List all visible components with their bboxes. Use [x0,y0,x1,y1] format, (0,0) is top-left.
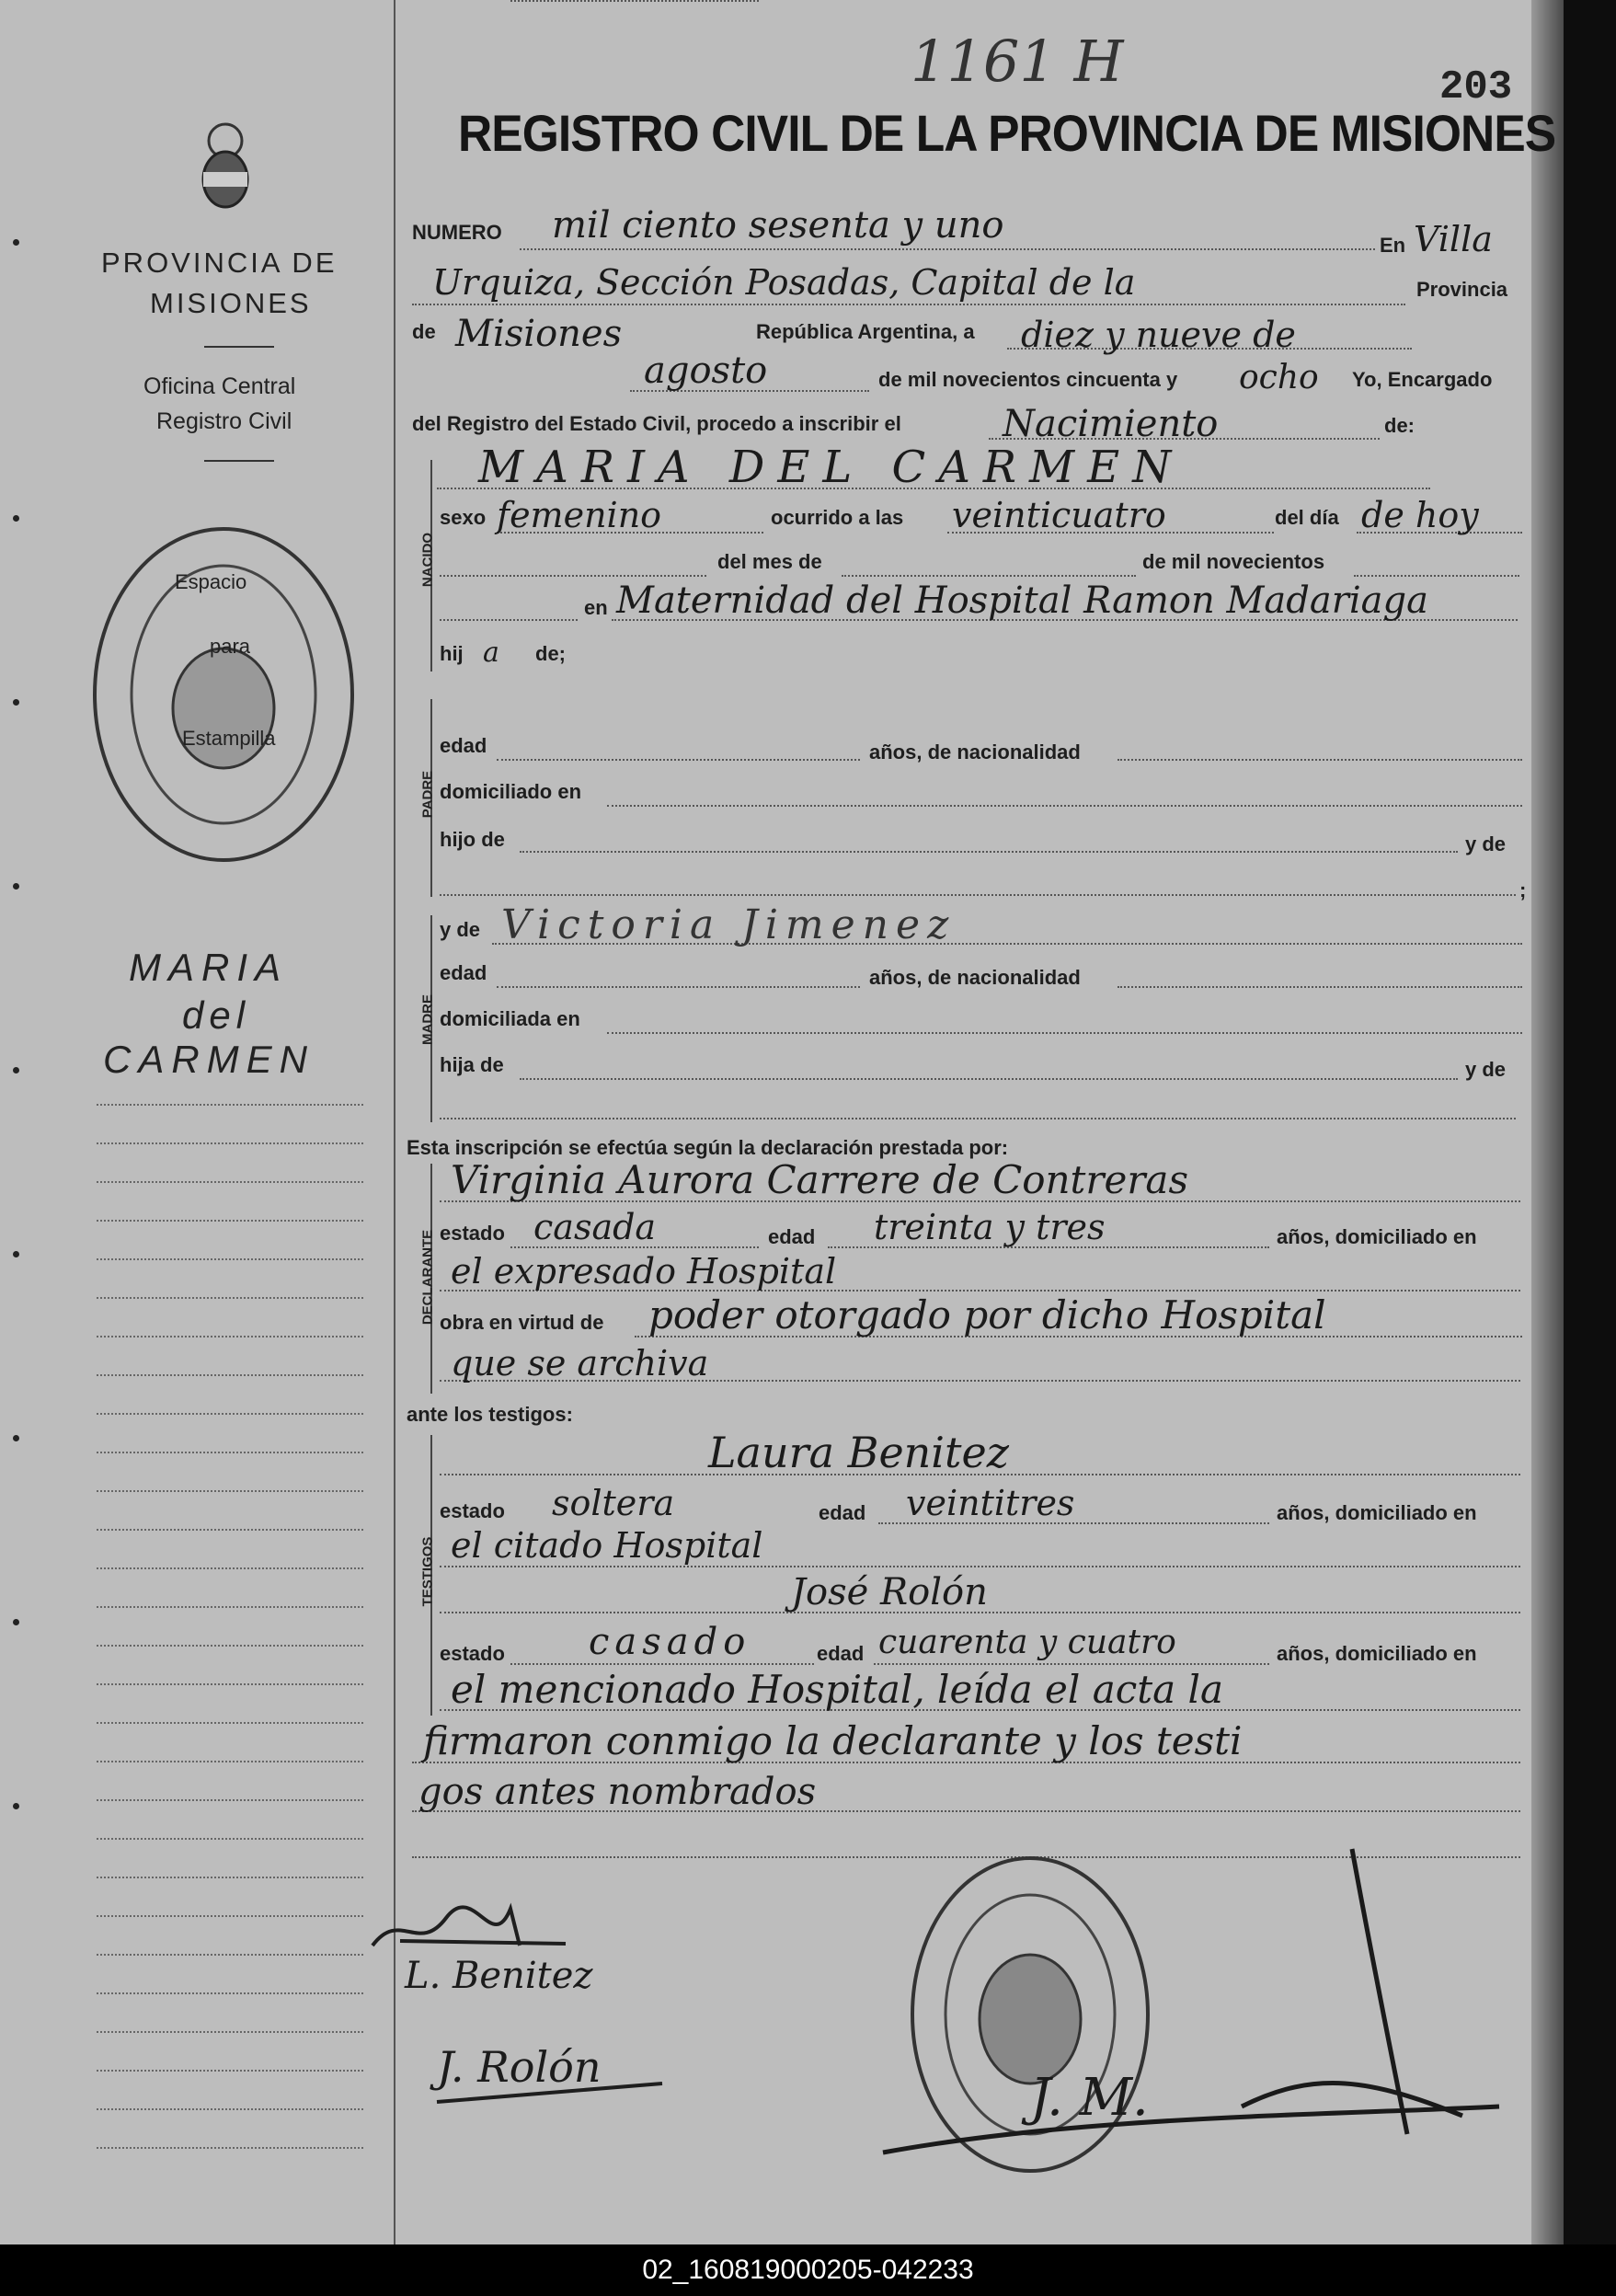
label-mil-novecientos-cincuenta: de mil novecientos cincuenta y [878,368,1178,391]
label-de: de [412,320,436,343]
madre-nombre: Victoria Jimenez [501,901,957,948]
field-line [510,0,759,2]
field-line [607,805,1522,807]
label-semicolon: ; [1519,878,1527,901]
label-testigo2-estado: estado [440,1642,505,1665]
scan-border [1564,0,1616,2244]
nombre-value: MARIA DEL CARMEN [478,442,1185,493]
margin-note-lines [97,1104,363,2186]
field-line [1117,986,1522,988]
numero-value: mil ciento sesenta y uno [552,204,1004,247]
section-padre: PADRE [419,770,436,819]
testigo2-edad: cuarenta y cuatro [878,1624,1176,1661]
label-ocurrido: ocurrido a las [771,506,904,529]
dia-nac-value: de hoy [1361,495,1479,535]
en-value-2: Urquiza, Sección Posadas, Capital de la [432,262,1136,303]
poder-cont: que se archiva [451,1343,709,1383]
label-de-mil-novecientos: de mil novecientos [1142,550,1325,573]
field-line [1354,575,1519,577]
margin-name-1: MARIA [129,946,289,989]
field-line [440,575,706,577]
label-declarante-estado: estado [440,1222,505,1245]
field-line [440,619,578,621]
page-title: REGISTRO CIVIL DE LA PROVINCIA DE MISIONES [458,104,1556,162]
label-madre-edad: edad [440,961,487,984]
page-number: 203 [1439,64,1513,110]
label-testigo1-anos-domiciliado: años, domiciliado en [1277,1501,1477,1524]
field-line [520,1078,1458,1080]
label-registro-estado-civil: del Registro del Estado Civil, procedo a inscribir el [412,412,901,435]
signature-rolon: J. Rolón [437,2042,602,2092]
office-line2: Registro Civil [156,408,292,434]
lugar-value: Maternidad del Hospital Ramon Madariaga [616,580,1428,622]
binding-hole [13,1435,19,1441]
image-footer-id: 02_160819000205-042233 [0,2244,1616,2296]
testigo1-nombre: Laura Benitez [708,1428,1009,1477]
declarante-domicilio: el expresado Hospital [451,1251,837,1292]
label-y-de: y de [1465,832,1507,855]
field-line [520,248,1375,250]
stamp-space-label-3: Estampilla [182,727,276,750]
label-yo-encargado: Yo, Encargado [1352,368,1493,391]
label-ante-testigos: ante los testigos: [407,1403,573,1426]
label-provincia: Provincia [1416,278,1508,301]
poder-value: poder otorgado por dicho Hospital [648,1292,1326,1337]
section-madre: MADRE [419,994,436,1045]
label-madre-anos-nacionalidad: años, de nacionalidad [869,966,1081,989]
testigo1-estado: soltera [552,1483,675,1523]
stamp-space-label-1: Espacio [175,570,247,593]
field-line [440,894,1516,896]
label-domiciliado-en: domiciliado en [440,780,582,803]
testigo2-nombre: José Rolón [791,1571,988,1613]
binding-hole [13,699,19,706]
testigo2-estado: casado [589,1621,751,1663]
province-line2: MISIONES [150,287,312,319]
label-hijo-de: hijo de [440,828,505,851]
signature-encargado-stroke [855,1840,1518,2171]
label-numero: NUMERO [412,221,502,244]
margin-name-3: CARMEN [103,1038,315,1081]
cierre-line-2: firmaron conmigo la declarante y los testi [423,1718,1243,1763]
testigo2-domicilio: el mencionado Hospital, leída el acta la [451,1667,1223,1712]
label-obra-en-virtud: obra en virtud de [440,1311,604,1334]
label-hij: hij [440,642,464,665]
field-line [842,575,1136,577]
binding-hole [13,1619,19,1625]
dia-value: diez y nueve de [1021,315,1296,355]
label-testigo1-estado: estado [440,1499,505,1522]
testigo1-domicilio: el citado Hospital [451,1525,763,1566]
label-del-mes-de: del mes de [717,550,822,573]
testigo1-edad: veintitres [906,1483,1075,1523]
label-testigo2-anos-domiciliado: años, domiciliado en [1277,1642,1477,1665]
field-line [874,1663,1269,1665]
field-line [1117,759,1522,761]
binding-hole [13,1067,19,1073]
field-line [520,851,1458,853]
cierre-line-3: gos antes nombrados [418,1771,817,1813]
binding-hole [13,239,19,246]
binding-hole [13,1803,19,1809]
label-sexo: sexo [440,506,487,529]
label-en: En [1380,234,1406,257]
divider [204,346,274,348]
field-line [440,1566,1520,1567]
label-testigo1-edad: edad [819,1501,866,1524]
divider [204,460,274,462]
office-line1: Oficina Central [143,373,296,399]
label-edad: edad [440,734,487,757]
field-line [412,304,1405,305]
field-line [607,1032,1522,1034]
label-republica: República Argentina, a [756,320,975,343]
signature-encargado: J. M. [1030,2068,1149,2128]
section-declarante: DECLARANTE [419,1229,436,1326]
binding-hole [13,883,19,890]
signature-scribble [363,1890,593,1964]
mes-value: agosto [644,350,768,392]
label-de-semicolon: de; [535,642,566,665]
label-domiciliada-en: domiciliada en [440,1007,580,1030]
label-de-colon: de: [1384,414,1415,437]
label-en-lugar: en [584,596,608,619]
coat-of-arms-icon [193,115,258,216]
ano-value: ocho [1239,359,1319,396]
hora-value: veinticuatro [952,495,1166,535]
declarante-estado: casada [533,1207,657,1247]
label-declarante-edad: edad [768,1225,816,1248]
acto-value: Nacimiento [1003,403,1219,445]
label-testigo2-edad: edad [817,1642,865,1665]
label-madre-y-de: y de [440,918,481,941]
label-declarante-anos-domiciliado: años, domiciliado en [1277,1225,1477,1248]
label-declaracion: Esta inscripción se efectúa según la declaración prestada por: [407,1136,1009,1159]
sexo-value: femenino [497,495,662,535]
archive-number: 1161 H [911,28,1124,95]
field-line [497,759,860,761]
binding-hole [13,515,19,522]
margin-name-2: del [182,993,251,1037]
province-line1: PROVINCIA DE [101,247,338,279]
label-hija-de: hija de [440,1053,504,1076]
declarante-nombre: Virginia Aurora Carrere de Contreras [451,1157,1189,1202]
signature-benitez: L. Benitez [405,1955,593,1997]
en-value-1: Villa [1414,219,1493,259]
page-shadow [1531,0,1564,2244]
label-del-dia: del día [1275,506,1339,529]
field-line [497,986,860,988]
section-testigos: TESTIGOS [419,1536,436,1607]
label-madre-y-de-2: y de [1465,1058,1507,1081]
signature-underline [432,2061,671,2116]
field-line [510,1663,814,1665]
field-line [440,1118,1516,1119]
declarante-edad: treinta y tres [874,1207,1106,1247]
binding-hole [13,1251,19,1257]
provincia-value: Misiones [455,313,623,355]
stamp-space-label-2: para [210,635,251,658]
section-nacido: NACIDO [419,532,436,588]
label-anos-nacionalidad: años, de nacionalidad [869,740,1081,763]
hij-suffix: a [483,637,499,669]
